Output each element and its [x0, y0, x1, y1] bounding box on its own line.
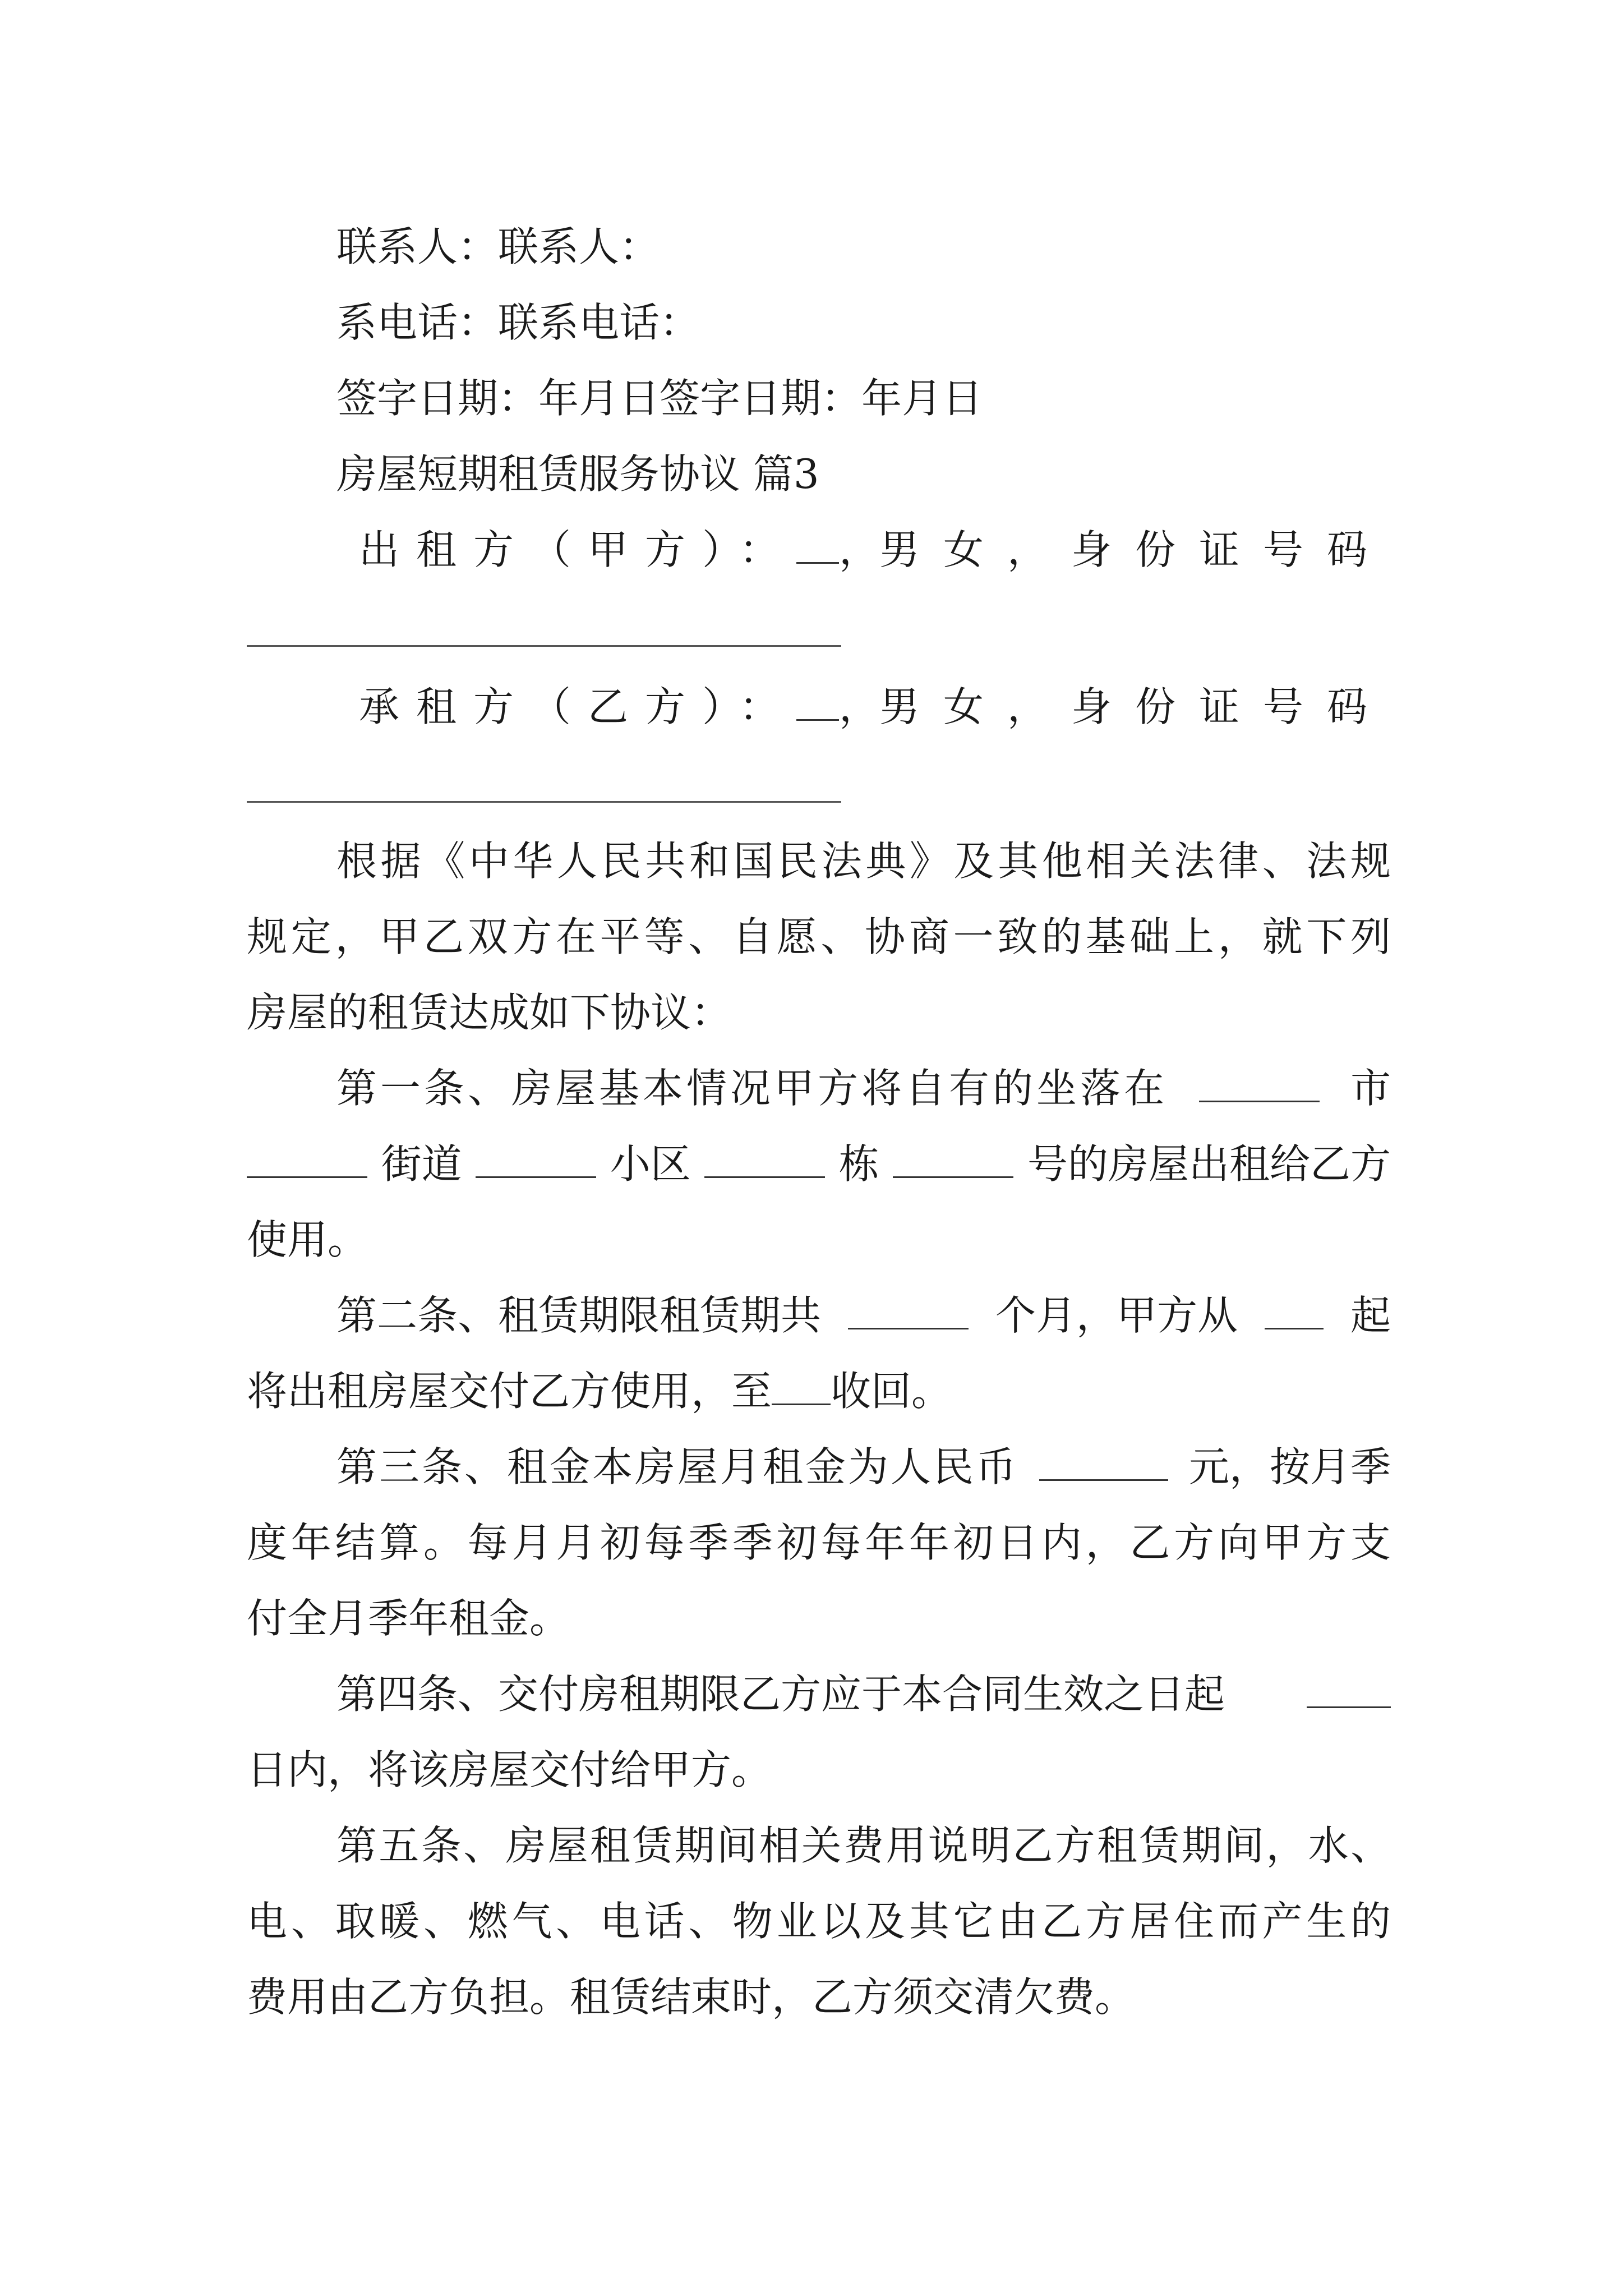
section-title: 房屋短期租赁服务协议 篇3 [336, 450, 819, 498]
lessee-name-blank [796, 683, 839, 721]
number-blank [893, 1140, 1013, 1178]
start-date-blank [1265, 1292, 1324, 1329]
article-2-handover: 将出租房屋交付乙方使用，至 [247, 1368, 772, 1415]
article-4-line-1 [336, 1669, 1391, 1719]
lessee-label: 承租方（乙方）： [359, 683, 797, 730]
city-blank [1199, 1065, 1320, 1102]
article-5-line-2: 电、取暖、燃气、电话、物业以及其它由乙方居住而产生的 [247, 1898, 1391, 1945]
contact-phone-line: 系电话：联系电话： [336, 299, 700, 346]
article-1-line-1 [336, 1063, 1391, 1114]
article-3-text: 第三条、租金本房屋月租金为人民币 [336, 1443, 1019, 1490]
lessee-gender-id-label: 男女，身份证号码 [879, 683, 1391, 730]
street-blank [247, 1140, 367, 1178]
article-1-line-3: 使用。 [247, 1216, 368, 1263]
building-blank [704, 1140, 825, 1178]
preamble-line-2: 规定，甲乙双方在平等、自愿、协商一致的基础上，就下列 [247, 913, 1391, 960]
months-blank [848, 1292, 969, 1329]
comma: ， [838, 683, 879, 730]
end-date-blank [772, 1368, 831, 1405]
article-2-line-1 [336, 1290, 1391, 1341]
article-5-line-3: 费用由乙方负担。租赁结束时，乙方须交清欠费。 [247, 1973, 1136, 2021]
article-1-text: 第一条、房屋基本情况甲方将自有的坐落在 [336, 1065, 1168, 1112]
lessor-id-blank [247, 645, 841, 647]
rent-amount-blank [1039, 1443, 1168, 1481]
article-2-from: 个月，甲方从 [995, 1292, 1238, 1339]
community-blank [476, 1140, 596, 1178]
lessee-id-blank [247, 801, 841, 803]
article-4-line-2: 日内，将该房屋交付给甲方。 [247, 1746, 772, 1793]
lessor-gender-id-label: 男女，身份证号码 [879, 526, 1391, 573]
article-5-line-1: 第五条、房屋租赁期间相关费用说明乙方租赁期间，水、 [336, 1822, 1391, 1869]
article-2-line-2 [247, 1366, 1391, 1416]
lessee-line [359, 682, 1391, 732]
lessor-line [359, 524, 1391, 575]
article-1-tail: 号的房屋出租给乙方 [1027, 1140, 1391, 1188]
preamble-line-1: 根据《中华人民共和国民法典》及其他相关法律、法规 [336, 838, 1391, 885]
article-3-line-3: 付全月季年租金。 [247, 1595, 570, 1642]
building-label: 栋 [838, 1140, 879, 1188]
signing-date-line: 签字日期：年月日签字日期：年月日 [336, 375, 983, 422]
article-3-line-2: 度年结算。每月月初每季季初每年年初日内，乙方向甲方支 [247, 1519, 1391, 1566]
article-3-line-1 [336, 1442, 1391, 1492]
preamble-line-3: 房屋的租赁达成如下协议： [247, 989, 732, 1036]
article-3-billing: 元，按月季 [1188, 1443, 1391, 1490]
community-label: 小区 [610, 1140, 691, 1188]
city-label: 市 [1350, 1065, 1391, 1112]
article-2-start: 起 [1350, 1292, 1391, 1339]
article-2-text: 第二条、租赁期限租赁期共 [336, 1292, 822, 1339]
article-1-line-2 [247, 1139, 1391, 1189]
street-label: 街道 [381, 1140, 462, 1188]
article-4-text: 第四条、交付房租期限乙方应于本合同生效之日起 [336, 1671, 1225, 1718]
lessor-label: 出租方（甲方）： [359, 526, 797, 573]
days-blank [1307, 1671, 1391, 1708]
comma: ， [838, 526, 879, 573]
contact-person-line: 联系人：联系人： [336, 223, 660, 270]
lessor-name-blank [796, 526, 839, 564]
article-2-recover: 收回。 [831, 1368, 952, 1415]
